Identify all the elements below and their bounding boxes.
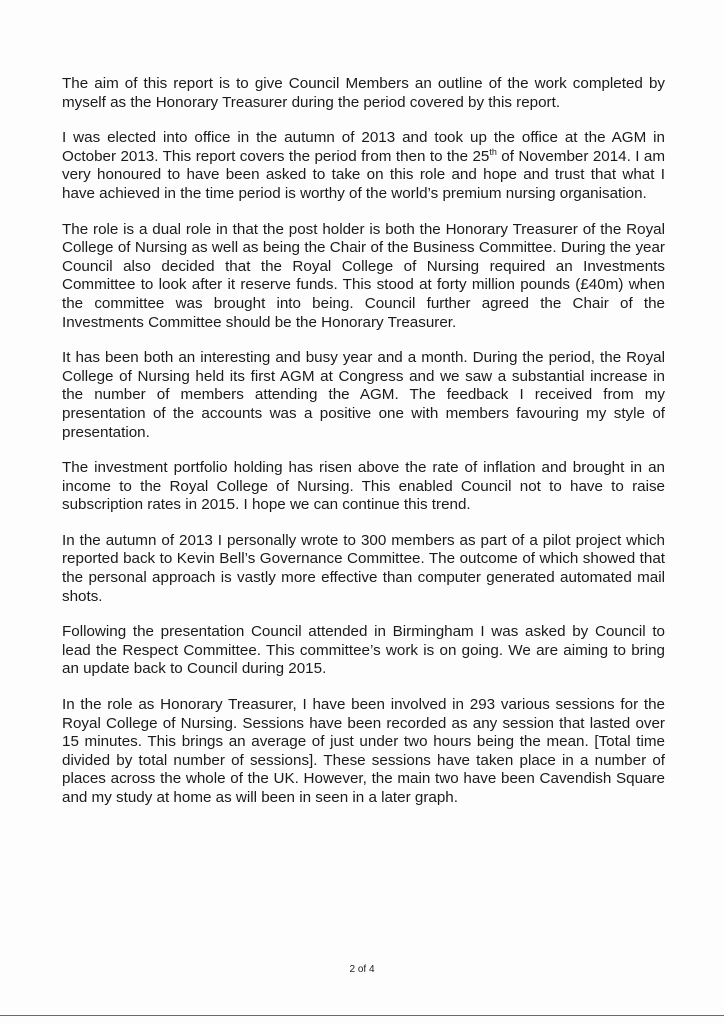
- bottom-rule: [0, 1015, 724, 1016]
- paragraph-election-text-cont: of November 2014. I am very honoured to have been asked to take on this role and hope and trust that what I have achieved in the time period is worthy of the world’s premium nursing organisation.: [62, 147, 665, 202]
- report-body: [62, 75, 665, 825]
- paragraph-election: [62, 129, 665, 203]
- paragraph-dual-role: The role is a dual role in that the post holder is both the Honorary Treasurer of the Royal College of Nursing as well as being the Chair of the Business Committee. During the year Council also decided that the Royal College of Nursing required an Investments Committee to look after it reserve funds. This stood at forty million pounds (£40m) when the committee was brought into being. Council further agreed the Chair of the Investments Committee should be the Honorary Treasurer.: [62, 220, 665, 331]
- paragraph-pilot-project: In the autumn of 2013 I personally wrote to 300 members as part of a pilot project which reported back to Kevin Bell’s Governance Committee. The outcome of which showed that the personal approach is vastly more effective than computer generated automated mail shots.: [62, 531, 665, 605]
- page-number: 2 of 4: [349, 964, 375, 975]
- paragraph-report-aim: The aim of this report is to give Council Members an outline of the work completed by myself as the Honorary Treasurer during the period covered by this report.: [62, 75, 665, 111]
- paragraph-election-text: I was elected into office in the autumn of 2013 and took up the office at the AGM in October 2013. This report covers the period from then to the 25: [62, 129, 665, 165]
- paragraph-sessions: In the role as Honorary Treasurer, I have been involved in 293 various sessions for the Royal College of Nursing. Sessions have been recorded as any session that lasted over 15 minutes. This brings an average of just under two hours being the mean. [Total time divided by total number of sessions]. These sessions have taken place in a number of places across the whole of the UK. However, the main two have been Cavendish Square and my study at home as will been in seen in a later graph.: [62, 696, 665, 806]
- paragraph-busy-year: It has been both an interesting and busy year and a month. During the period, the Royal College of Nursing held its first AGM at Congress and we saw a substantial increase in the number of members attending the AGM. The feedback I received from my presentation of the accounts was a positive one with members favouring my style of presentation.: [62, 349, 665, 441]
- paragraph-respect-committee: Following the presentation Council attended in Birmingham I was asked by Council to lead the Respect Committee. This committee’s work is on going. We are aiming to bring an update back to Council during 2015.: [62, 623, 665, 678]
- ordinal-suffix: th: [489, 146, 497, 157]
- paragraph-investment: The investment portfolio holding has risen above the rate of inflation and brought in an income to the Royal College of Nursing. This enabled Council not to have to raise subscription rates in 2015. I hope we can continue this trend.: [62, 459, 665, 514]
